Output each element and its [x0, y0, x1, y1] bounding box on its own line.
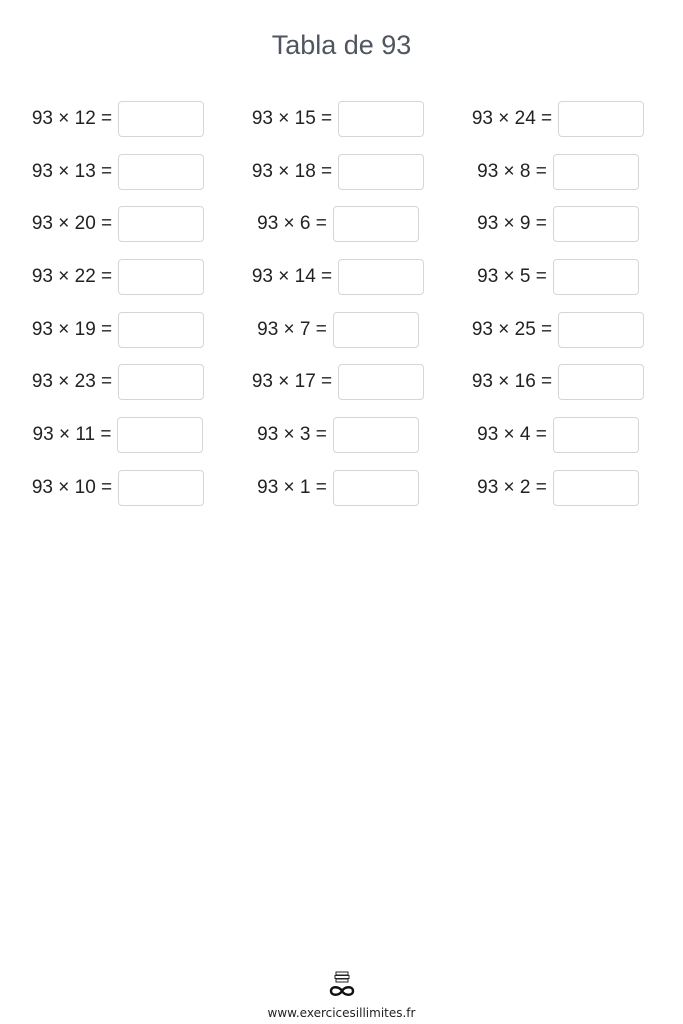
answer-box[interactable]: [553, 470, 639, 506]
answer-box[interactable]: [333, 417, 419, 453]
answer-box[interactable]: [118, 259, 204, 295]
answer-box[interactable]: [553, 259, 639, 295]
multiplication-expression: 93 × 9 =: [477, 213, 547, 235]
multiplication-expression: 93 × 7 =: [257, 318, 327, 340]
multiplication-expression: 93 × 25 =: [471, 318, 553, 340]
answer-box[interactable]: [553, 206, 639, 242]
footer: [0, 970, 683, 1020]
answer-box[interactable]: [118, 364, 204, 400]
multiplication-expression: 93 × 10 =: [31, 476, 113, 498]
multiplication-expression: 93 × 6 =: [257, 213, 327, 235]
answer-box[interactable]: [338, 101, 424, 137]
answer-box[interactable]: [118, 206, 204, 242]
multiplication-expression: 93 × 5 =: [477, 266, 547, 288]
exercise-row: [238, 469, 438, 507]
answer-box[interactable]: [117, 417, 203, 453]
exercise-row: [18, 100, 218, 138]
answer-box[interactable]: [118, 101, 204, 137]
answer-box[interactable]: [118, 312, 204, 348]
footer-url[interactable]: www.exercicesillimites.fr: [267, 1006, 416, 1020]
exercise-row: [458, 153, 658, 191]
multiplication-expression: 93 × 19 =: [31, 318, 113, 340]
answer-box[interactable]: [553, 417, 639, 453]
multiplication-expression: 93 × 16 =: [471, 371, 553, 393]
multiplication-expression: 93 × 12 =: [31, 108, 113, 129]
exercise-row: [458, 311, 658, 349]
answer-box[interactable]: [333, 312, 419, 348]
exercise-column-1: [18, 100, 218, 522]
multiplication-expression: 93 × 14 =: [251, 266, 333, 288]
exercise-row: [18, 469, 218, 507]
exercise-row: [458, 363, 658, 401]
multiplication-expression: 93 × 8 =: [477, 160, 547, 182]
multiplication-expression: 93 × 18 =: [251, 160, 333, 182]
multiplication-expression: 93 × 13 =: [31, 160, 113, 182]
exercise-row: [238, 153, 438, 191]
exercise-row: [18, 258, 218, 296]
answer-box[interactable]: [333, 206, 419, 242]
exercise-row: [18, 311, 218, 349]
answer-box[interactable]: [558, 312, 644, 348]
answer-box[interactable]: [553, 154, 639, 190]
answer-box[interactable]: [558, 101, 644, 137]
exercise-row: [18, 363, 218, 401]
answer-box[interactable]: [118, 470, 204, 506]
multiplication-expression: 93 × 11 =: [32, 424, 112, 446]
infinity-books-logo-icon: [322, 970, 362, 1000]
exercise-row: [458, 100, 658, 138]
exercise-row: [458, 258, 658, 296]
exercise-row: [238, 363, 438, 401]
exercise-row: [458, 416, 658, 454]
multiplication-expression: 93 × 3 =: [257, 424, 327, 446]
answer-box[interactable]: [118, 154, 204, 190]
exercise-row: [238, 205, 438, 243]
exercise-row: [238, 311, 438, 349]
exercise-row: [238, 416, 438, 454]
multiplication-expression: 93 × 24 =: [471, 108, 553, 129]
answer-box[interactable]: [338, 154, 424, 190]
multiplication-expression: 93 × 15 =: [251, 108, 333, 129]
multiplication-expression: 93 × 20 =: [31, 213, 113, 235]
exercise-row: [18, 205, 218, 243]
multiplication-expression: 93 × 23 =: [31, 371, 113, 393]
answer-box[interactable]: [338, 259, 424, 295]
multiplication-expression: 93 × 22 =: [31, 266, 113, 288]
exercise-row: [18, 416, 218, 454]
multiplication-expression: 93 × 1 =: [257, 476, 327, 498]
multiplication-expression: 93 × 4 =: [477, 424, 547, 446]
exercise-row: [458, 469, 658, 507]
exercise-row: [18, 153, 218, 191]
answer-box[interactable]: [558, 364, 644, 400]
page-title: Tabla de 93: [271, 30, 412, 60]
exercise-row: [238, 100, 438, 138]
multiplication-expression: 93 × 17 =: [251, 371, 333, 393]
answer-box[interactable]: [333, 470, 419, 506]
answer-box[interactable]: [338, 364, 424, 400]
exercise-row: [458, 205, 658, 243]
exercise-column-2: [238, 100, 438, 522]
exercise-row: [238, 258, 438, 296]
multiplication-expression: 93 × 2 =: [477, 476, 547, 498]
exercise-column-3: [458, 100, 658, 522]
